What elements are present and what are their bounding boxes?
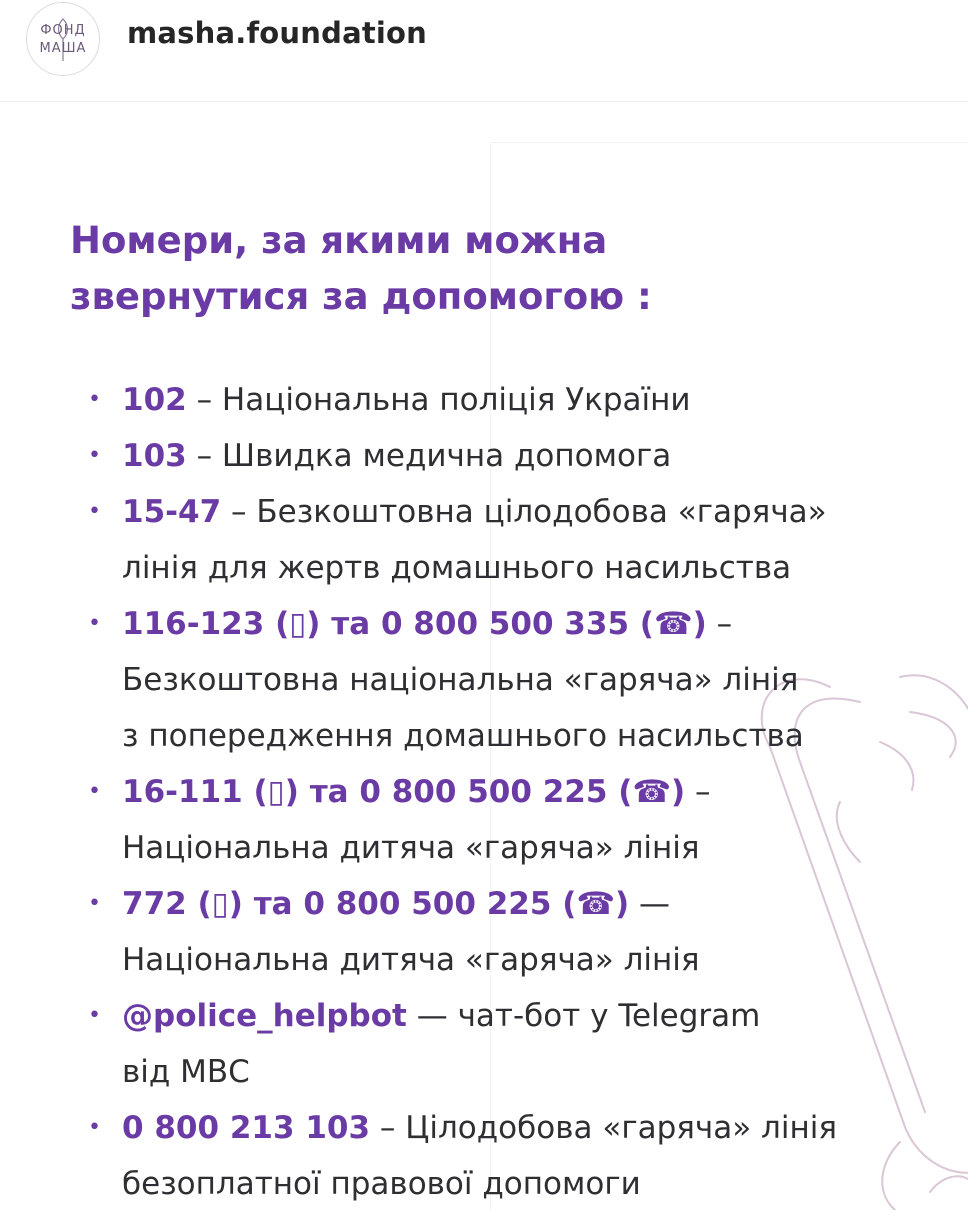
list-item [88,372,948,428]
list-item-continuation-line: від МВС [122,1054,250,1090]
hotline-description: – [706,606,733,642]
list-item [88,484,948,596]
bullet: • [88,611,101,636]
bullet: • [88,1003,101,1028]
list-item-continuation-line: безоплатної правової допомоги [122,1166,641,1202]
hotline-description: — чат-бот у Telegram [406,998,761,1034]
list-item [88,764,948,876]
hotline-number[interactable]: 102 [122,382,187,418]
hotline-number[interactable]: 116-123 (▯) та 0 800 500 335 (☎) [122,606,707,642]
hotline-description: – Національна поліція України [186,382,691,418]
account-username[interactable]: masha.foundation [127,16,428,50]
hotline-description: – Безкоштовна цілодобова «гаряча» [221,494,827,530]
list-item-continuation-line: з попередження домашнього насильства [122,718,804,754]
list-item-first-line [122,428,948,484]
avatar[interactable] [26,2,100,76]
hotline-number[interactable]: 0 800 213 103 [122,1110,371,1146]
post-image [0,102,968,1210]
logo-text-line-1: ФОНД [40,23,86,38]
list-item-continuation-line: Національна дитяча «гаряча» лінія [122,942,700,978]
hotline-number[interactable]: 15-47 [122,494,222,530]
list-item [88,876,948,988]
list-item [88,428,948,484]
list-item [88,1100,948,1210]
post-title: Номери, за якими можна звернутися за допомогою : [70,219,652,318]
help-numbers-list [88,372,948,1210]
hotline-description: – [685,774,711,810]
list-item [88,596,948,764]
hotline-description: – Швидка медична допомога [186,438,672,474]
logo-heart-icon [27,3,99,75]
bullet: • [88,891,101,916]
hotline-number[interactable]: @police_helpbot [122,998,407,1034]
list-item-continuation-line: Безкоштовна національна «гаряча» лінія [122,662,799,698]
bullet: • [88,443,101,468]
bullet: • [88,499,101,524]
bullet: • [88,387,101,412]
list-item-continuation-line: лінія для жертв домашнього насильства [122,550,792,586]
list-item-first-line [122,484,948,540]
list-item-first-line [122,596,948,652]
list-item [88,988,948,1100]
list-item-first-line [122,876,948,932]
hotline-number[interactable]: 772 (▯) та 0 800 500 225 (☎) [122,886,630,922]
hotline-description: — [629,886,671,922]
bullet: • [88,779,101,804]
list-item-first-line [122,372,948,428]
hotline-description: – Цілодобова «гаряча» лінія [370,1110,838,1146]
list-item-first-line [122,764,948,820]
list-item-continuation-line: Національна дитяча «гаряча» лінія [122,830,700,866]
bullet: • [88,1115,101,1140]
list-item-first-line [122,988,948,1044]
hotline-number[interactable]: 103 [122,438,187,474]
post-header [0,0,968,102]
hotline-number[interactable]: 16-111 (▯) та 0 800 500 225 (☎) [122,774,686,810]
logo-text-line-2: МАША [39,41,87,56]
list-item-first-line [122,1100,948,1156]
